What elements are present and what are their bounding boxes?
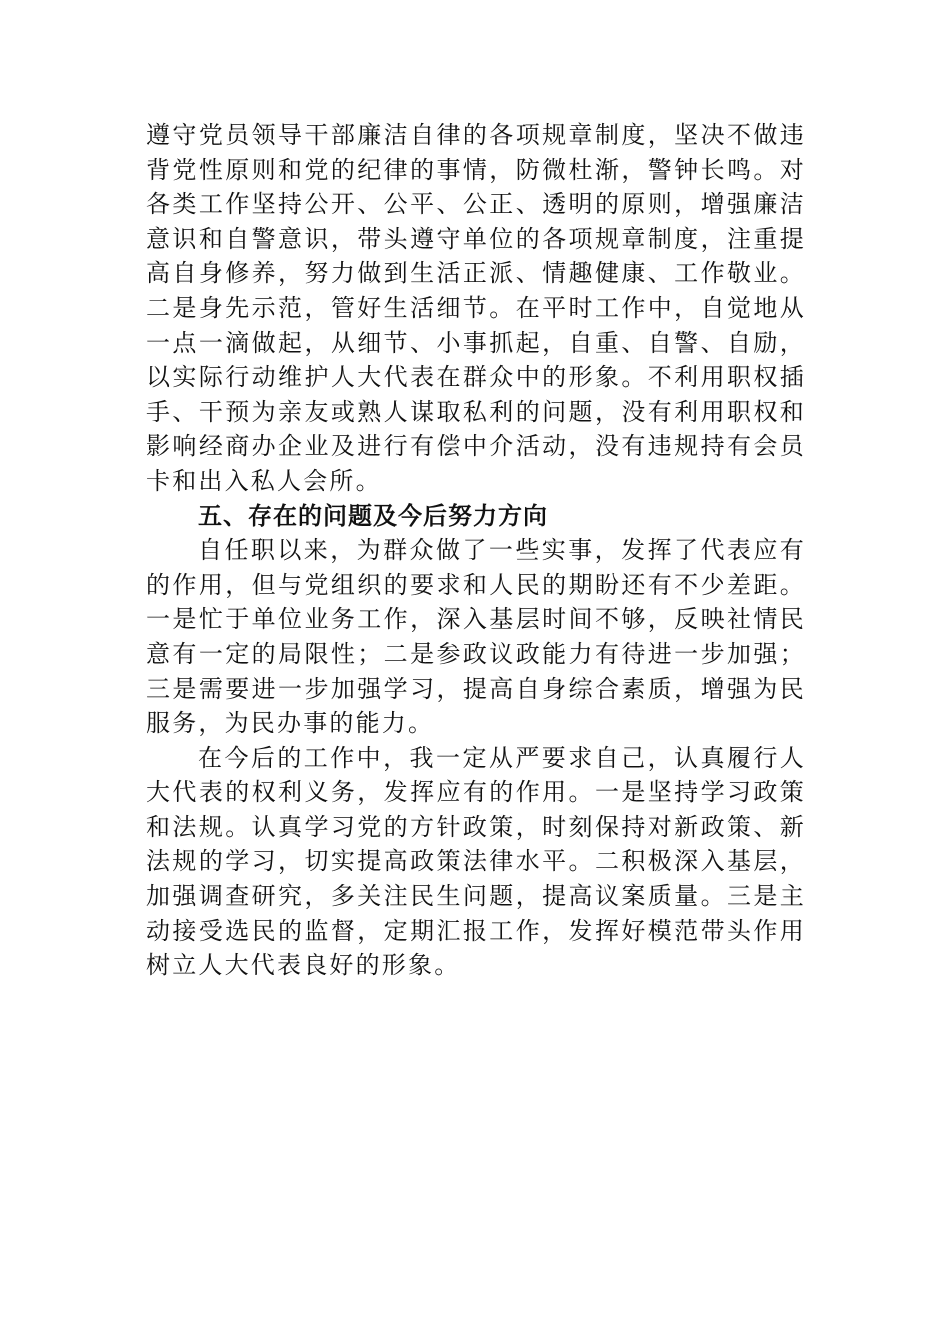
paragraph-future-direction: 在今后的工作中，我一定从严要求自己，认真履行人大代表的权利义务，发挥应有的作用。一是坚持学习政策和法规。认真学习党的方针政策，时刻保持对新政策、新法规的学习，切实提高政策法律水平。二积极深入基层，加强调查研究，多关注民生问题，提高议案质量。三是主动接受选民的监督，定期汇报工作，发挥好模范带头作用树立人大代表良好的形象。: [146, 743, 806, 980]
document-body: [146, 118, 806, 983]
paragraph-problems: 自任职以来，为群众做了一些实事，发挥了代表应有的作用，但与党组织的要求和人民的期盼还有不少差距。一是忙于单位业务工作，深入基层时间不够，反映社情民意有一定的局限性；二是参政议政能力有待进一步加强；三是需要进一步加强学习，提高自身综合素质，增强为民服务，为民办事的能力。: [146, 536, 806, 738]
paragraph-continued: 遵守党员领导干部廉洁自律的各项规章制度，坚决不做违背党性原则和党的纪律的事情，防微杜渐，警钟长鸣。对各类工作坚持公开、公平、公正、透明的原则，增强廉洁意识和自警意识，带头遵守单位的各项规章制度，注重提高自身修养，努力做到生活正派、情趣健康、工作敬业。二是身先示范，管好生活细节。在平时工作中，自觉地从一点一滴做起，从细节、小事抓起，自重、自警、自励，以实际行动维护人大代表在群众中的形象。不利用职权插手、干预为亲友或熟人谋取私利的问题，没有利用职权和影响经商办企业及进行有偿中介活动，没有违规持有会员卡和出入私人会所。: [146, 121, 806, 495]
section-heading: 五、存在的问题及今后努力方向: [198, 501, 548, 530]
